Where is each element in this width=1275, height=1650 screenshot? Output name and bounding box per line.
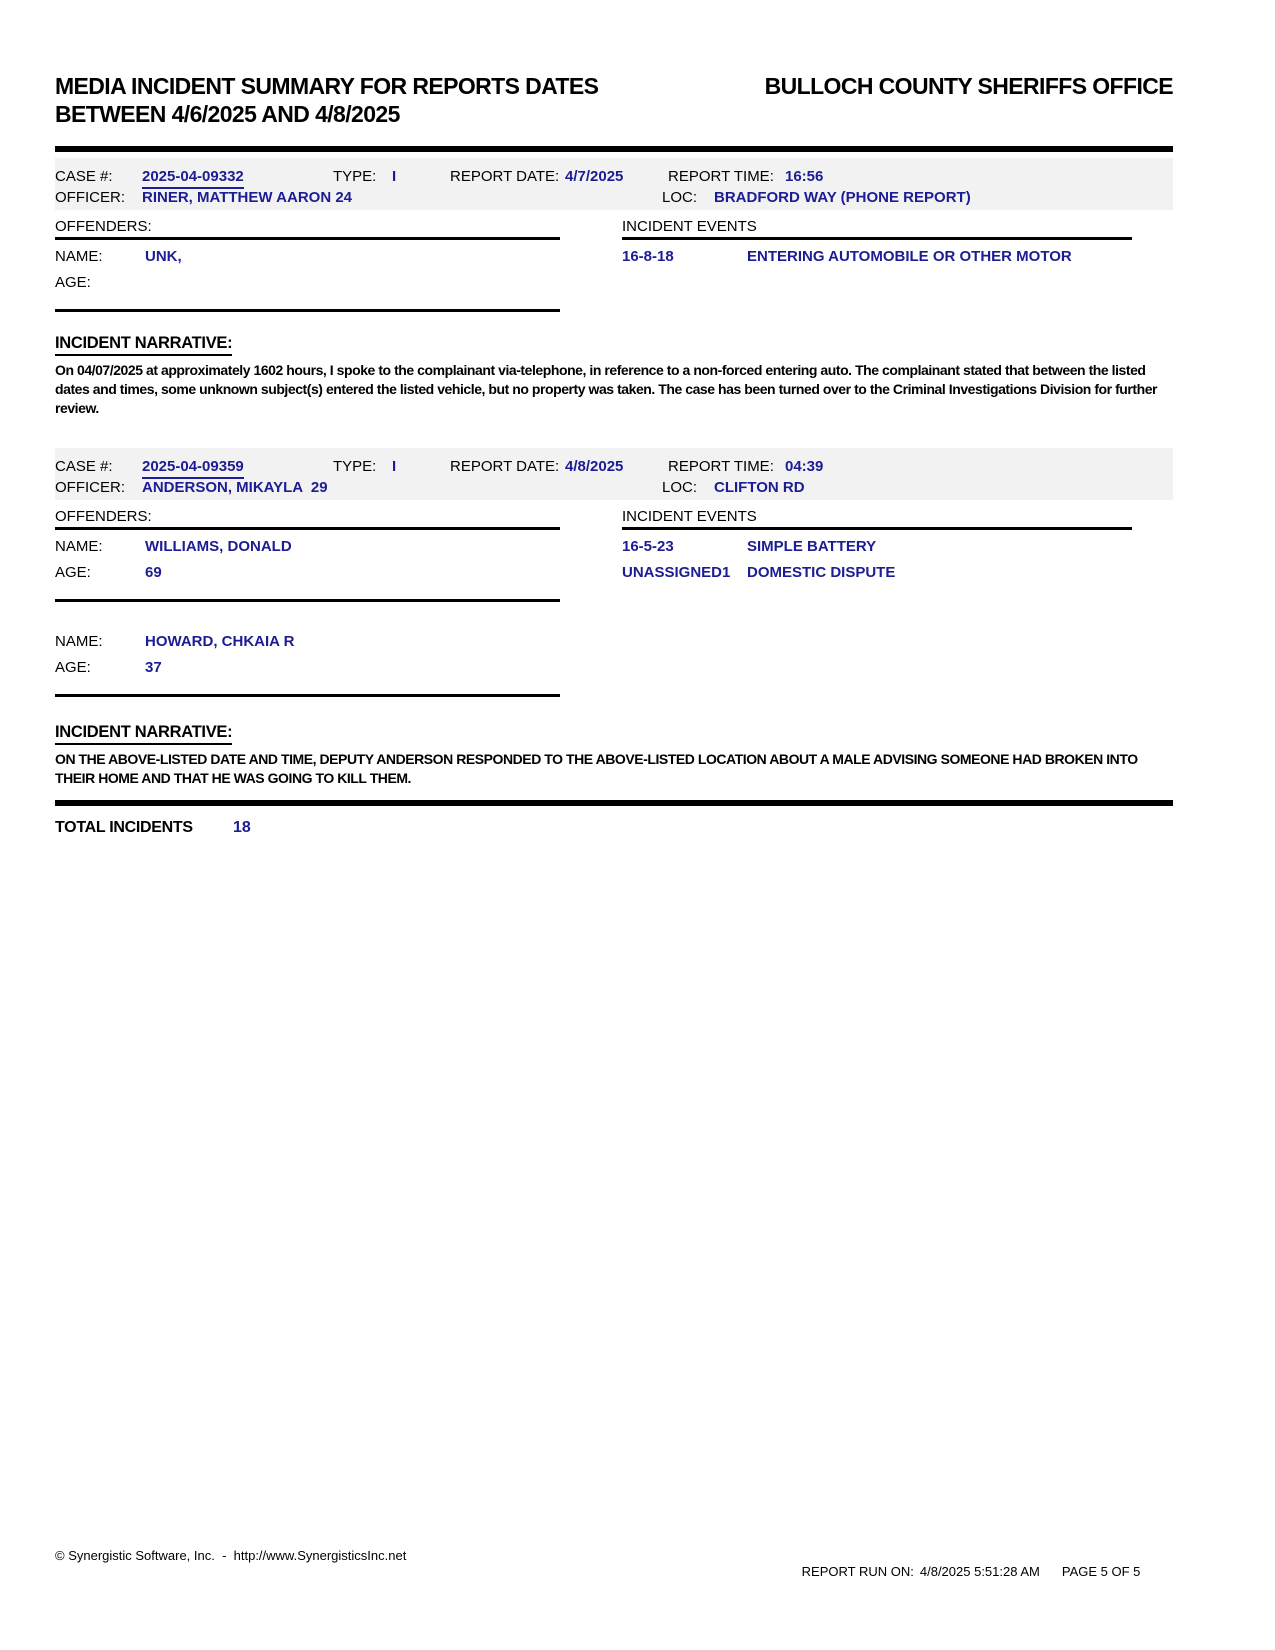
report-date-value: 4/8/2025 xyxy=(565,458,624,475)
case-header-band xyxy=(55,158,1173,210)
offender-name-row xyxy=(55,632,615,652)
loc-label: LOC: xyxy=(662,479,698,496)
offenders-label: OFFENDERS: xyxy=(55,218,152,235)
officer-value: RINER, MATTHEW AARON 24 xyxy=(142,189,352,206)
offender-age-row xyxy=(55,658,615,678)
incident-event-row xyxy=(622,247,1173,267)
type-label: TYPE: xyxy=(333,458,377,475)
case-columns xyxy=(55,508,1173,697)
event-code: 16-8-18 xyxy=(622,248,674,265)
offender-divider xyxy=(55,694,560,697)
event-code: 16-5-23 xyxy=(622,538,674,555)
offender-name-row xyxy=(55,537,615,557)
offenders-column xyxy=(55,508,615,697)
name-value: HOWARD, CHKAIA R xyxy=(145,633,295,650)
offenders-underline xyxy=(55,237,560,240)
report-run-on-value: 4/8/2025 5:51:28 AM xyxy=(919,1564,1040,1579)
report-time-value: 04:39 xyxy=(785,458,824,475)
offender-name-row xyxy=(55,247,615,267)
incident-events-underline xyxy=(622,527,1132,530)
case-header-band xyxy=(55,448,1173,500)
name-value: UNK, xyxy=(145,248,182,265)
case-number-label: CASE #: xyxy=(55,458,113,475)
footer-copyright: © Synergistic Software, Inc. - http://www.SynergisticsInc.net xyxy=(55,1548,407,1563)
report-date-label: REPORT DATE: xyxy=(450,168,560,185)
case-columns xyxy=(55,218,1173,312)
header-rule xyxy=(55,146,1173,152)
event-description: ENTERING AUTOMOBILE OR OTHER MOTOR xyxy=(747,248,1072,265)
footer-right xyxy=(780,1548,1140,1596)
offender-entry xyxy=(55,632,615,697)
age-label: AGE: xyxy=(55,564,91,581)
case-block-1 xyxy=(55,158,1173,418)
name-label: NAME: xyxy=(55,248,103,265)
total-incidents-row xyxy=(55,818,1173,838)
age-label: AGE: xyxy=(55,274,91,291)
name-label: NAME: xyxy=(55,633,103,650)
type-value: I xyxy=(392,168,397,185)
incident-events-column xyxy=(622,218,1173,267)
case-header-row1 xyxy=(55,166,1173,187)
offender-age-row xyxy=(55,563,615,583)
officer-label: OFFICER: xyxy=(55,479,125,496)
incident-events-column xyxy=(622,508,1173,583)
report-date-label: REPORT DATE: xyxy=(450,458,560,475)
event-description: DOMESTIC DISPUTE xyxy=(747,564,896,581)
report-time-label: REPORT TIME: xyxy=(668,168,774,185)
case-number-link[interactable]: 2025-04-09332 xyxy=(142,166,244,189)
offender-age-row xyxy=(55,273,615,293)
case-header-row2 xyxy=(55,477,1173,498)
incident-narrative-text: ON THE ABOVE-LISTED DATE AND TIME, DEPUTY ANDERSON RESPONDED TO THE ABOVE-LISTED LOCATION ABOUT A MALE ADVISING SOMEONE HAD BROKEN INTO THEIR HOME AND THAT HE WAS GOING TO KILL THEM. xyxy=(55,751,1138,786)
total-incidents-label: TOTAL INCIDENTS xyxy=(55,819,193,836)
age-label: AGE: xyxy=(55,659,91,676)
incident-events-label: INCIDENT EVENTS xyxy=(622,508,757,525)
event-code: UNASSIGNED1 xyxy=(622,564,731,581)
loc-label: LOC: xyxy=(662,189,698,206)
case-number-link[interactable]: 2025-04-09359 xyxy=(142,456,244,479)
total-rule xyxy=(55,800,1173,806)
offender-entry xyxy=(55,537,615,602)
age-value: 69 xyxy=(145,564,162,581)
report-date-value: 4/7/2025 xyxy=(565,168,624,185)
incident-narrative-heading: INCIDENT NARRATIVE: xyxy=(55,723,232,745)
officer-value: ANDERSON, MIKAYLA 29 xyxy=(142,479,328,496)
report-time-label: REPORT TIME: xyxy=(668,458,774,475)
offenders-underline xyxy=(55,527,560,530)
offender-divider xyxy=(55,309,560,312)
loc-value: CLIFTON RD xyxy=(714,479,805,496)
offender-entry xyxy=(55,247,615,312)
name-value: WILLIAMS, DONALD xyxy=(145,538,292,555)
offender-divider xyxy=(55,599,560,602)
report-header xyxy=(55,72,1173,128)
case-number-label: CASE #: xyxy=(55,168,113,185)
case-header-row2 xyxy=(55,187,1173,208)
report-time-value: 16:56 xyxy=(785,168,824,185)
report-title-line1: MEDIA INCIDENT SUMMARY FOR REPORTS DATES xyxy=(55,73,599,99)
incident-event-row xyxy=(622,563,1173,583)
incident-events-underline xyxy=(622,237,1132,240)
offenders-label: OFFENDERS: xyxy=(55,508,152,525)
total-incidents-value: 18 xyxy=(233,819,251,836)
case-block-2 xyxy=(55,448,1173,788)
case-header-row1 xyxy=(55,456,1173,477)
type-label: TYPE: xyxy=(333,168,377,185)
loc-value: BRADFORD WAY (PHONE REPORT) xyxy=(714,189,971,206)
page-footer xyxy=(55,1548,1173,1579)
report-run-on-label: REPORT RUN ON: xyxy=(801,1564,914,1579)
name-label: NAME: xyxy=(55,538,103,555)
officer-label: OFFICER: xyxy=(55,189,125,206)
type-value: I xyxy=(392,458,397,475)
incident-narrative-heading: INCIDENT NARRATIVE: xyxy=(55,334,232,356)
offenders-column xyxy=(55,218,615,312)
incident-event-row xyxy=(622,537,1173,557)
page-indicator: PAGE 5 OF 5 xyxy=(1061,1564,1141,1579)
incident-narrative-text: On 04/07/2025 at approximately 1602 hours, I spoke to the complainant via-telephone, in reference to a non-forced entering auto. The complainant stated that between the listed dates and times, some unknown subject(s) entered the listed vehicle, but no property was taken. The case has been turned over to the Criminal Investigations Division for further review. xyxy=(55,362,1158,416)
event-description: SIMPLE BATTERY xyxy=(747,538,877,555)
age-value: 37 xyxy=(145,659,162,676)
report-title xyxy=(55,72,598,128)
report-title-line2: BETWEEN 4/6/2025 AND 4/8/2025 xyxy=(55,101,400,127)
agency-title: BULLOCH COUNTY SHERIFFS OFFICE xyxy=(764,73,1173,99)
incident-events-label: INCIDENT EVENTS xyxy=(622,218,757,235)
